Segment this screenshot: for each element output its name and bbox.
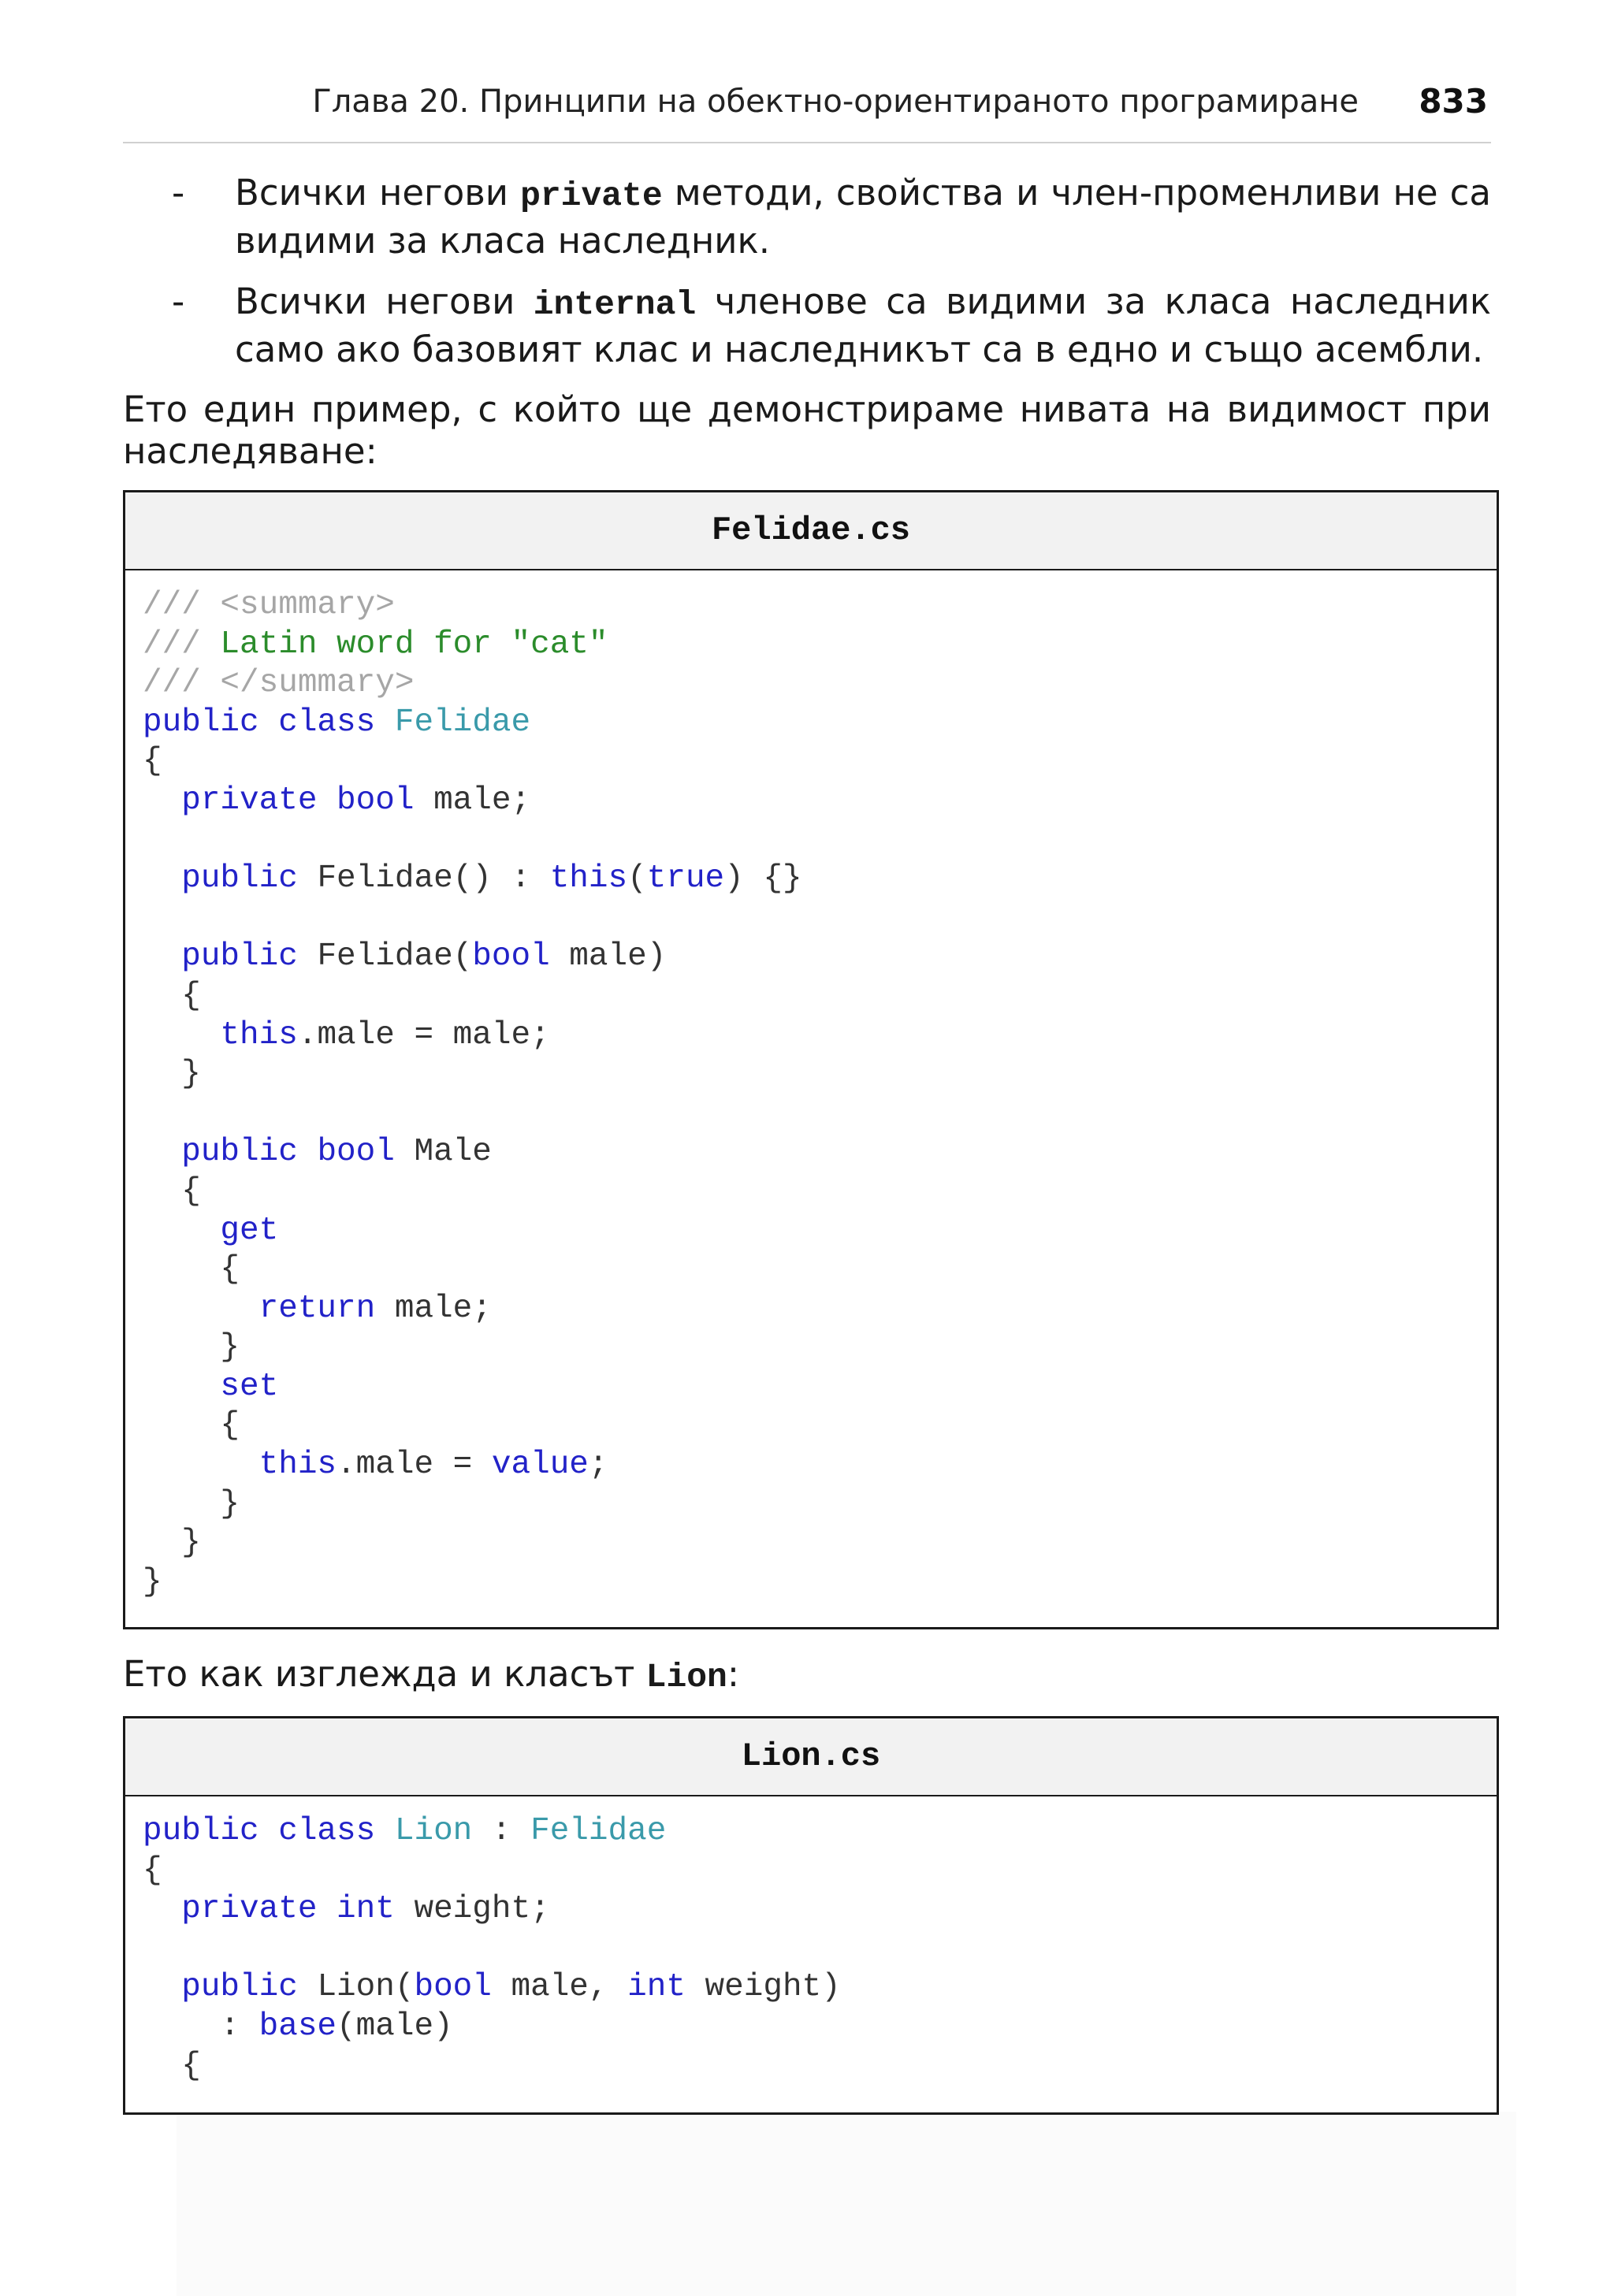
page-number: 833 xyxy=(1419,82,1488,121)
bullet-text: Всички негови private методи, свойства и член-променливи не са видими за класа наследник. xyxy=(235,172,1492,262)
code-token: } xyxy=(143,1056,201,1093)
code-token: public bool xyxy=(181,1134,395,1171)
code-token: } xyxy=(143,1485,240,1522)
code-token xyxy=(143,1291,259,1327)
code-line xyxy=(143,743,162,779)
code-token: } xyxy=(143,1329,240,1366)
code-line xyxy=(143,1486,240,1522)
code-line xyxy=(143,665,414,701)
code-line xyxy=(143,1329,240,1365)
bullet-item-private xyxy=(172,170,1491,265)
code-token xyxy=(143,1891,181,1927)
code-token: Male xyxy=(394,1134,492,1171)
inline-code-internal: internal xyxy=(533,285,697,324)
bullet-text: Всички негови internal членове са видими за класа наследник само ако базовият клас и наследникът са в едно и също асембли. xyxy=(235,280,1491,370)
code-token: private bool xyxy=(181,782,415,819)
code-token: this xyxy=(220,1016,298,1053)
code-line xyxy=(143,1017,550,1053)
code-token xyxy=(143,938,181,975)
code-token: : xyxy=(143,2008,259,2045)
code-line xyxy=(143,2048,201,2084)
code-token: base xyxy=(258,2008,337,2045)
code-token: ) {} xyxy=(724,860,802,897)
code-token: (male) xyxy=(337,2008,453,2045)
code-line xyxy=(143,860,802,897)
code-listing-lion xyxy=(123,1716,1499,2115)
code-token xyxy=(143,1369,220,1405)
code-token: male; xyxy=(414,782,531,819)
bullet-dash: - xyxy=(172,172,185,214)
code-line xyxy=(143,1813,666,1849)
code-line xyxy=(143,1291,492,1327)
code-token: /// </summary> xyxy=(143,665,415,702)
code-token: weight; xyxy=(394,1891,550,1928)
code-token: Felidae( xyxy=(297,938,473,975)
code-token: /// <summary> xyxy=(143,587,395,623)
code-token: public xyxy=(181,1969,298,2006)
code-token: { xyxy=(143,977,201,1014)
lion-paragraph: Ето как изглежда и класът Lion: xyxy=(123,1653,740,1696)
code-line xyxy=(143,782,530,819)
code-line xyxy=(143,1969,841,2005)
code-token: { xyxy=(143,1407,240,1444)
code-listing-felidae xyxy=(123,490,1499,1629)
code-line xyxy=(143,1134,492,1170)
intro-paragraph: Ето един пример, с който ще демонстрираме нивата на видимост при наследяване: xyxy=(123,388,1491,472)
code-token: male, xyxy=(491,1969,628,2006)
code-line xyxy=(143,1447,608,1483)
code-token: set xyxy=(220,1368,279,1405)
code-listing-title: Lion.cs xyxy=(125,1718,1497,1796)
code-line xyxy=(143,587,395,623)
bullet-item-internal xyxy=(172,279,1491,373)
code-token: public xyxy=(181,938,298,975)
code-token: Lion( xyxy=(297,1969,415,2006)
code-token: public xyxy=(181,860,298,897)
code-token: int xyxy=(627,1969,686,2006)
code-token: ( xyxy=(627,860,647,897)
code-token: bool xyxy=(414,1969,492,2006)
code-token: : xyxy=(472,1813,531,1849)
code-line xyxy=(143,1213,278,1249)
inline-code-lion: Lion xyxy=(645,1658,727,1696)
code-token xyxy=(143,1213,220,1249)
code-token: Latin word for "cat" xyxy=(220,626,608,663)
inline-code-private: private xyxy=(520,176,663,215)
code-listing-title: Felidae.cs xyxy=(125,492,1497,570)
code-token: { xyxy=(143,2047,201,2084)
code-token: Lion xyxy=(394,1813,473,1849)
code-token: male; xyxy=(375,1290,492,1327)
code-token: public class xyxy=(143,1813,395,1849)
chapter-title: Глава 20. Принципи на обектно-ориентираното програмиране xyxy=(312,84,1359,120)
code-token: bool xyxy=(472,938,550,975)
code-token: value xyxy=(491,1447,589,1484)
code-token: } xyxy=(143,1563,162,1600)
code-token xyxy=(143,860,181,897)
code-line xyxy=(143,978,201,1014)
code-body xyxy=(125,1796,1497,2086)
code-token: public class xyxy=(143,704,395,741)
running-header xyxy=(123,79,1491,143)
code-token: { xyxy=(143,1852,162,1889)
code-token xyxy=(143,1017,220,1053)
code-token: Felidae xyxy=(394,704,531,741)
code-token: male) xyxy=(549,938,667,975)
code-token xyxy=(143,1134,181,1170)
code-line xyxy=(143,2008,453,2045)
code-line xyxy=(143,1564,162,1600)
code-token: .male = male; xyxy=(297,1016,550,1053)
code-line xyxy=(143,1056,201,1092)
code-token xyxy=(143,1447,259,1483)
code-token: get xyxy=(220,1212,279,1249)
code-line xyxy=(143,1173,201,1209)
code-token: { xyxy=(143,1251,240,1288)
code-token: this xyxy=(549,860,628,897)
code-token: { xyxy=(143,1172,201,1209)
code-token: weight) xyxy=(685,1969,841,2006)
code-body xyxy=(125,570,1497,1602)
code-line xyxy=(143,1251,240,1287)
code-line xyxy=(143,1852,162,1889)
code-token xyxy=(143,1969,181,2005)
code-token: Felidae() : xyxy=(297,860,550,897)
code-token: private int xyxy=(181,1891,395,1928)
code-token: ; xyxy=(588,1447,608,1484)
code-line xyxy=(143,704,530,741)
code-line xyxy=(143,1369,278,1405)
code-line xyxy=(143,1525,201,1561)
code-line xyxy=(143,938,666,975)
code-token: Felidae xyxy=(530,1813,667,1849)
bullet-dash: - xyxy=(172,280,185,322)
code-token: .male = xyxy=(337,1447,492,1484)
code-line xyxy=(143,1891,550,1927)
code-token: /// xyxy=(143,626,221,663)
code-token: this xyxy=(258,1447,337,1484)
code-token: { xyxy=(143,743,162,780)
page-shadow xyxy=(177,2112,1516,2296)
code-token: true xyxy=(646,860,725,897)
code-token: } xyxy=(143,1525,201,1562)
code-token: return xyxy=(258,1290,376,1327)
code-line xyxy=(143,1407,240,1443)
code-line xyxy=(143,626,608,663)
code-token xyxy=(143,782,181,819)
